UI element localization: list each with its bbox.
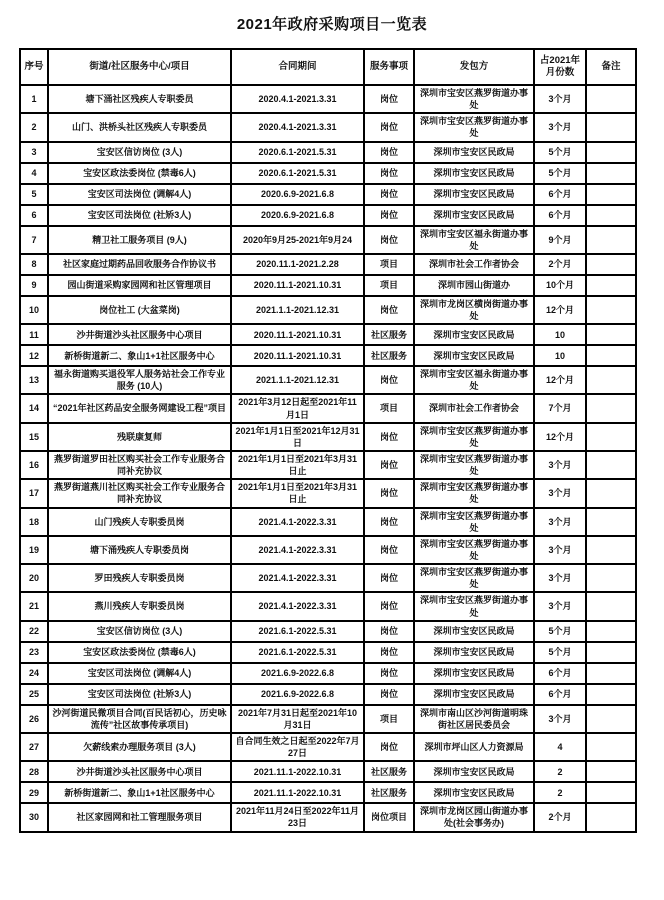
cell-contract-period: 2021.1.1-2021.12.31 [231,366,364,394]
cell-months-in-2021: 2个月 [534,803,586,831]
cell-contracting-party: 深圳市宝安区燕罗街道办事处 [414,479,534,507]
cell-service-item: 岗位 [364,85,414,113]
cell-contracting-party: 深圳市园山街道办 [414,275,534,296]
document-page [0,13,664,833]
table-row [20,254,636,275]
cell-service-item: 岗位 [364,592,414,620]
cell-seq-no: 23 [20,642,48,663]
cell-seq-no: 29 [20,782,48,803]
cell-remarks [586,423,636,451]
cell-contracting-party: 深圳市龙岗区园山街道办事处(社会事务办) [414,803,534,831]
table-row [20,205,636,226]
cell-contracting-party: 深圳市坪山区人力资源局 [414,733,534,761]
cell-seq-no: 18 [20,508,48,536]
cell-project-name: 沙井街道沙头社区服务中心项目 [48,761,231,782]
table-row [20,345,636,366]
cell-contracting-party: 深圳市宝安区民政局 [414,663,534,684]
cell-contract-period: 2020.6.1-2021.5.31 [231,163,364,184]
cell-contracting-party: 深圳市宝安区民政局 [414,163,534,184]
cell-contracting-party: 深圳市社会工作者协会 [414,254,534,275]
page-title: 2021年政府采购项目一览表 [236,16,428,33]
cell-seq-no: 6 [20,205,48,226]
cell-seq-no: 22 [20,621,48,642]
cell-months-in-2021: 10 [534,324,586,345]
cell-seq-no: 30 [20,803,48,831]
cell-contracting-party: 深圳市宝安区民政局 [414,184,534,205]
cell-service-item: 岗位 [364,184,414,205]
cell-contract-period: 2021.4.1-2022.3.31 [231,564,364,592]
column-header-seq-no: 序号 [20,49,48,85]
cell-remarks [586,345,636,366]
cell-seq-no: 28 [20,761,48,782]
cell-service-item: 岗位 [364,733,414,761]
table-row [20,184,636,205]
cell-service-item: 社区服务 [364,324,414,345]
cell-contracting-party: 深圳市宝安区民政局 [414,205,534,226]
cell-months-in-2021: 3个月 [534,564,586,592]
cell-service-item: 岗位 [364,508,414,536]
cell-project-name: 山门残疾人专职委员岗 [48,508,231,536]
cell-project-name: 燕川残疾人专职委员岗 [48,592,231,620]
cell-months-in-2021: 6个月 [534,205,586,226]
cell-seq-no: 12 [20,345,48,366]
cell-contracting-party: 深圳市龙岗区横岗街道办事处 [414,296,534,324]
cell-service-item: 岗位 [364,536,414,564]
column-header-project-name: 街道/社区服务中心/项目 [48,49,231,85]
column-header-contracting-party: 发包方 [414,49,534,85]
cell-service-item: 岗位 [364,142,414,163]
cell-months-in-2021: 3个月 [534,451,586,479]
cell-service-item: 社区服务 [364,782,414,803]
cell-contract-period: 2021.1.1-2021.12.31 [231,296,364,324]
cell-contracting-party: 深圳市宝安区民政局 [414,642,534,663]
cell-months-in-2021: 3个月 [534,592,586,620]
cell-service-item: 岗位 [364,226,414,254]
cell-seq-no: 3 [20,142,48,163]
cell-months-in-2021: 5个月 [534,642,586,663]
cell-contract-period: 自合同生效之日起至2022年7月27日 [231,733,364,761]
cell-contracting-party: 深圳市宝安区民政局 [414,621,534,642]
cell-remarks [586,803,636,831]
table-row [20,423,636,451]
cell-months-in-2021: 7个月 [534,394,586,422]
cell-remarks [586,663,636,684]
cell-months-in-2021: 3个月 [534,508,586,536]
cell-contract-period: 2021年1月1日至2021年3月31日止 [231,451,364,479]
cell-service-item: 岗位 [364,205,414,226]
cell-service-item: 岗位 [364,663,414,684]
table-row [20,394,636,422]
cell-seq-no: 14 [20,394,48,422]
cell-seq-no: 4 [20,163,48,184]
cell-service-item: 岗位 [364,451,414,479]
cell-project-name: 新桥街道新二、象山1+1社区服务中心 [48,345,231,366]
cell-seq-no: 17 [20,479,48,507]
cell-service-item: 岗位 [364,564,414,592]
cell-contract-period: 2020.4.1-2021.3.31 [231,85,364,113]
cell-remarks [586,324,636,345]
cell-contract-period: 2021年1月1日至2021年3月31日止 [231,479,364,507]
cell-months-in-2021: 6个月 [534,684,586,705]
table-row [20,479,636,507]
cell-remarks [586,205,636,226]
column-header-months-in-2021: 占2021年月份数 [534,49,586,85]
table-row [20,684,636,705]
cell-service-item: 岗位 [364,113,414,141]
cell-project-name: 燕罗街道燕川社区购买社会工作专业服务合同补充协议 [48,479,231,507]
cell-months-in-2021: 5个月 [534,621,586,642]
procurement-table [19,48,637,833]
cell-service-item: 岗位 [364,423,414,451]
cell-project-name: 新桥街道新二、象山1+1社区服务中心 [48,782,231,803]
cell-seq-no: 25 [20,684,48,705]
cell-service-item: 项目 [364,254,414,275]
cell-contract-period: 2021.6.1-2022.5.31 [231,621,364,642]
table-row [20,536,636,564]
cell-seq-no: 19 [20,536,48,564]
cell-service-item: 岗位 [364,684,414,705]
cell-months-in-2021: 10 [534,345,586,366]
table-row [20,296,636,324]
cell-service-item: 岗位 [364,366,414,394]
cell-seq-no: 7 [20,226,48,254]
cell-contract-period: 2020.11.1-2021.10.31 [231,324,364,345]
cell-remarks [586,479,636,507]
cell-months-in-2021: 12个月 [534,423,586,451]
cell-contracting-party: 深圳市宝安区燕罗街道办事处 [414,592,534,620]
cell-contract-period: 2021.6.1-2022.5.31 [231,642,364,663]
table-row [20,564,636,592]
cell-months-in-2021: 12个月 [534,296,586,324]
cell-seq-no: 2 [20,113,48,141]
cell-contract-period: 2020.11.1-2021.2.28 [231,254,364,275]
cell-project-name: 残联康复师 [48,423,231,451]
cell-contracting-party: 深圳市宝安区民政局 [414,142,534,163]
cell-service-item: 社区服务 [364,345,414,366]
cell-remarks [586,113,636,141]
table-row [20,803,636,831]
cell-project-name: 塘下涌残疾人专职委员岗 [48,536,231,564]
cell-contract-period: 2020.6.9-2021.6.8 [231,184,364,205]
cell-contract-period: 2021.6.9-2022.6.8 [231,684,364,705]
cell-contract-period: 2021.6.9-2022.6.8 [231,663,364,684]
table-row [20,324,636,345]
cell-contract-period: 2020年9月25-2021年9月24 [231,226,364,254]
cell-contracting-party: 深圳市宝安区民政局 [414,684,534,705]
cell-seq-no: 26 [20,705,48,733]
cell-seq-no: 24 [20,663,48,684]
cell-contracting-party: 深圳市宝安区民政局 [414,324,534,345]
cell-remarks [586,163,636,184]
table-row [20,163,636,184]
cell-service-item: 社区服务 [364,761,414,782]
cell-contracting-party: 深圳市南山区沙河街道明珠街社区居民委员会 [414,705,534,733]
cell-months-in-2021: 5个月 [534,163,586,184]
cell-project-name: 沙河街道民微项目合同(百民话初心，历史咏流传”社区故事传承项目) [48,705,231,733]
cell-contracting-party: 深圳市宝安区福永街道办事处 [414,366,534,394]
cell-contract-period: 2021年7月31日起至2021年10月31日 [231,705,364,733]
cell-contracting-party: 深圳市宝安区燕罗街道办事处 [414,536,534,564]
table-row [20,782,636,803]
cell-months-in-2021: 3个月 [534,536,586,564]
cell-months-in-2021: 2 [534,782,586,803]
cell-remarks [586,782,636,803]
cell-remarks [586,394,636,422]
cell-seq-no: 20 [20,564,48,592]
cell-months-in-2021: 12个月 [534,366,586,394]
cell-remarks [586,733,636,761]
cell-service-item: 岗位 [364,296,414,324]
cell-contracting-party: 深圳市社会工作者协会 [414,394,534,422]
cell-contract-period: 2021.11.1-2022.10.31 [231,761,364,782]
cell-service-item: 岗位 [364,621,414,642]
column-header-remarks: 备注 [586,49,636,85]
cell-months-in-2021: 6个月 [534,663,586,684]
cell-months-in-2021: 2 [534,761,586,782]
cell-months-in-2021: 3个月 [534,705,586,733]
cell-seq-no: 13 [20,366,48,394]
cell-months-in-2021: 6个月 [534,184,586,205]
cell-remarks [586,296,636,324]
cell-contracting-party: 深圳市宝安区民政局 [414,345,534,366]
table-body [20,85,636,832]
cell-project-name: 社区家庭过期药品回收服务合作协议书 [48,254,231,275]
column-header-contract-period: 合同期间 [231,49,364,85]
cell-contract-period: 2021年3月12日起至2021年11月1日 [231,394,364,422]
cell-service-item: 岗位 [364,479,414,507]
cell-remarks [586,366,636,394]
table-row [20,508,636,536]
cell-service-item: 项目 [364,275,414,296]
table-row [20,113,636,141]
cell-seq-no: 9 [20,275,48,296]
cell-months-in-2021: 5个月 [534,142,586,163]
table-row [20,592,636,620]
cell-service-item: 岗位 [364,163,414,184]
cell-contract-period: 2020.6.9-2021.6.8 [231,205,364,226]
cell-contract-period: 2021年11月24日至2022年11月23日 [231,803,364,831]
cell-project-name: 宝安区司法岗位 (调解4人) [48,184,231,205]
cell-remarks [586,184,636,205]
cell-remarks [586,684,636,705]
cell-seq-no: 21 [20,592,48,620]
cell-contracting-party: 深圳市宝安区民政局 [414,782,534,803]
table-row [20,85,636,113]
cell-months-in-2021: 3个月 [534,479,586,507]
cell-contract-period: 2020.11.1-2021.10.31 [231,345,364,366]
cell-contract-period: 2021.4.1-2022.3.31 [231,508,364,536]
cell-contracting-party: 深圳市宝安区燕罗街道办事处 [414,113,534,141]
table-row [20,451,636,479]
cell-contract-period: 2020.11.1-2021.10.31 [231,275,364,296]
table-row [20,366,636,394]
cell-remarks [586,142,636,163]
cell-remarks [586,705,636,733]
cell-project-name: 园山街道采购家园网和社区管理项目 [48,275,231,296]
cell-project-name: 福永街道购买退役军人服务站社会工作专业服务 (10人) [48,366,231,394]
cell-project-name: 岗位社工 (大盆菜岗) [48,296,231,324]
cell-remarks [586,508,636,536]
column-header-service-item: 服务事项 [364,49,414,85]
cell-service-item: 岗位 [364,642,414,663]
cell-months-in-2021: 9个月 [534,226,586,254]
cell-contracting-party: 深圳市宝安区燕罗街道办事处 [414,423,534,451]
table-row [20,275,636,296]
cell-remarks [586,275,636,296]
table-row [20,663,636,684]
table-header-row [20,49,636,85]
cell-months-in-2021: 4 [534,733,586,761]
cell-project-name: 宝安区司法岗位 (社矫3人) [48,205,231,226]
cell-seq-no: 1 [20,85,48,113]
cell-remarks [586,226,636,254]
cell-project-name: 宝安区信访岗位 (3人) [48,142,231,163]
table-row [20,705,636,733]
cell-seq-no: 10 [20,296,48,324]
cell-project-name: 山门、洪桥头社区残疾人专职委员 [48,113,231,141]
cell-service-item: 岗位项目 [364,803,414,831]
cell-project-name: 燕罗街道罗田社区购买社会工作专业服务合同补充协议 [48,451,231,479]
cell-project-name: 宝安区政法委岗位 (禁毒6人) [48,642,231,663]
cell-remarks [586,536,636,564]
cell-remarks [586,761,636,782]
table-row [20,226,636,254]
cell-project-name: 宝安区信访岗位 (3人) [48,621,231,642]
cell-contract-period: 2021.4.1-2022.3.31 [231,592,364,620]
cell-contract-period: 2021.4.1-2022.3.31 [231,536,364,564]
cell-months-in-2021: 2个月 [534,254,586,275]
table-row [20,761,636,782]
cell-contract-period: 2020.4.1-2021.3.31 [231,113,364,141]
cell-project-name: 罗田残疾人专职委员岗 [48,564,231,592]
cell-remarks [586,564,636,592]
cell-project-name: 宝安区司法岗位 (社矫3人) [48,684,231,705]
cell-seq-no: 8 [20,254,48,275]
cell-seq-no: 15 [20,423,48,451]
cell-project-name: “2021年社区药品安全服务网建设工程”项目 [48,394,231,422]
cell-seq-no: 11 [20,324,48,345]
cell-project-name: 欠薪线索办理服务项目 (3人) [48,733,231,761]
cell-seq-no: 16 [20,451,48,479]
table-row [20,621,636,642]
cell-seq-no: 5 [20,184,48,205]
cell-contracting-party: 深圳市宝安区民政局 [414,761,534,782]
cell-project-name: 宝安区政法委岗位 (禁毒6人) [48,163,231,184]
cell-project-name: 社区家园网和社工管理服务项目 [48,803,231,831]
table-row [20,642,636,663]
table-row [20,142,636,163]
cell-seq-no: 27 [20,733,48,761]
cell-contracting-party: 深圳市宝安区燕罗街道办事处 [414,451,534,479]
cell-remarks [586,451,636,479]
cell-contracting-party: 深圳市宝安区福永街道办事处 [414,226,534,254]
cell-contract-period: 2020.6.1-2021.5.31 [231,142,364,163]
cell-project-name: 沙井街道沙头社区服务中心项目 [48,324,231,345]
cell-service-item: 项目 [364,705,414,733]
cell-remarks [586,85,636,113]
cell-contracting-party: 深圳市宝安区燕罗街道办事处 [414,85,534,113]
cell-service-item: 项目 [364,394,414,422]
cell-remarks [586,642,636,663]
cell-contract-period: 2021年1月1日至2021年12月31日 [231,423,364,451]
cell-remarks [586,254,636,275]
table-row [20,733,636,761]
cell-project-name: 宝安区司法岗位 (调解4人) [48,663,231,684]
cell-months-in-2021: 10个月 [534,275,586,296]
cell-months-in-2021: 3个月 [534,85,586,113]
cell-contracting-party: 深圳市宝安区燕罗街道办事处 [414,508,534,536]
cell-contract-period: 2021.11.1-2022.10.31 [231,782,364,803]
cell-months-in-2021: 3个月 [534,113,586,141]
cell-project-name: 精卫社工服务项目 (9人) [48,226,231,254]
cell-project-name: 塘下涌社区残疾人专职委员 [48,85,231,113]
cell-contracting-party: 深圳市宝安区燕罗街道办事处 [414,564,534,592]
cell-remarks [586,592,636,620]
cell-remarks [586,621,636,642]
